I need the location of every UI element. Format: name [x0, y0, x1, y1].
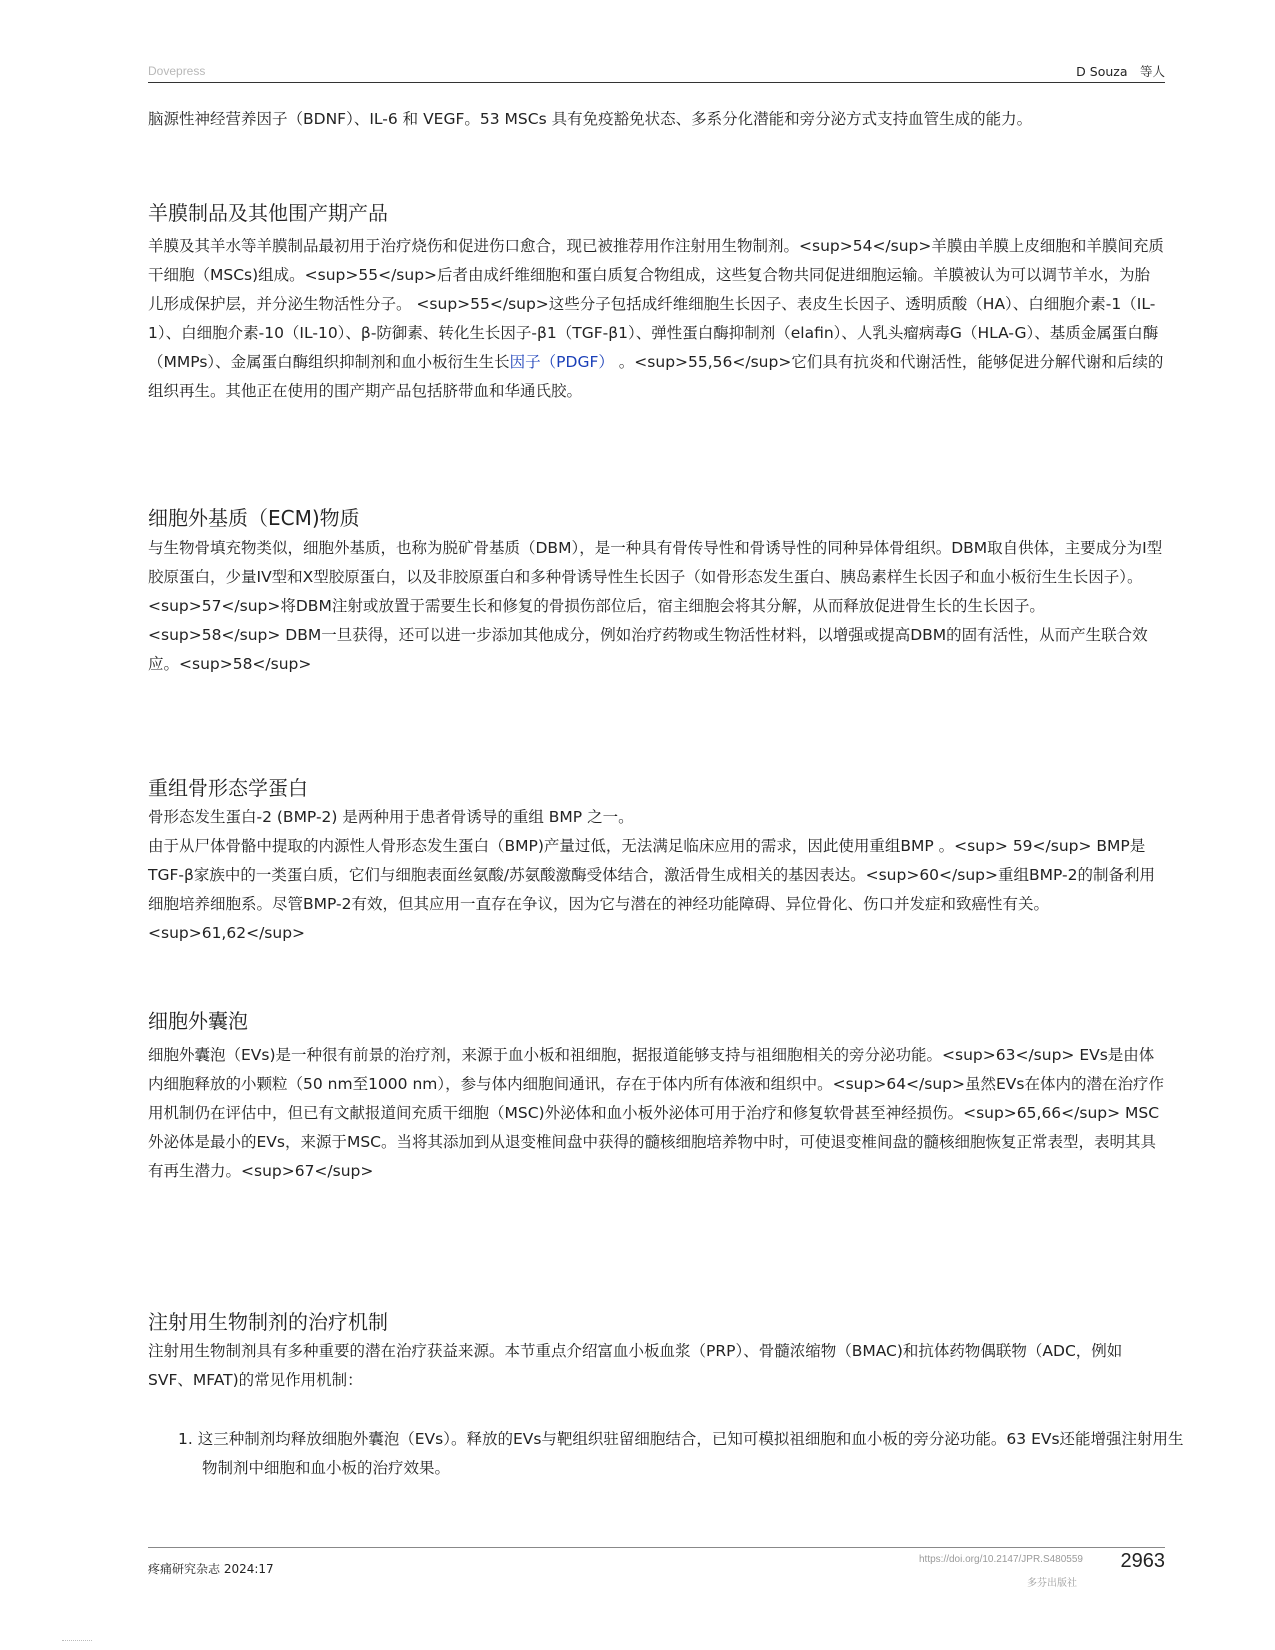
section-heading-mechanism: 注射用生物制剂的治疗机制 — [148, 1310, 388, 1334]
section-body-bmp: 由于从尸体骨骼中提取的内源性人骨形态发生蛋白（BMP)产量过低，无法满足临床应用的需求，因此使用重组BMP 。<sup> 59</sup> BMP是TGF-β家族中的一类蛋白质，它们与细胞表面丝氨酸/苏氨酸激酶受体结合，激活骨生成相关的基因表达。<sup>60</sup>重组BMP-2的制备利用细胞培养细胞系。尽管BMP-2有效，但其应用一直存在争议，因为它与潜在的神经功能障碍、异位骨化、伤口并发症和致癌性有关。<sup>61,62</sup> — [148, 837, 1155, 942]
page-footer — [148, 1547, 1165, 1608]
section-body-amnion — [148, 232, 1165, 406]
journal-name: Dovepress — [148, 64, 206, 78]
section-heading-ecm: 细胞外基质（ECM)物质 — [148, 506, 360, 530]
journal-issue: 疼痛研究杂志 2024:17 — [148, 1562, 274, 1576]
list-item: 1. 这三种制剂均释放细胞外囊泡（EVs）。释放的EVs与靶组织驻留细胞结合，已知可模拟祖细胞和血小板的旁分泌功能。63 EVs还能增强注射用生物制剂中细胞和血小板的治疗效果。 — [178, 1430, 1184, 1477]
publisher-name: 多芬出版社 — [1027, 1578, 1077, 1589]
section-line-bmp2: 骨形态发生蛋白-2 (BMP-2) 是两种用于患者骨诱导的重组 BMP 之一。 — [148, 808, 634, 826]
running-author: D Souza 等人 — [1076, 64, 1165, 79]
corner-mark — [62, 1640, 92, 1641]
section-heading-amnion: 羊膜制品及其他围产期产品 — [148, 201, 388, 225]
section-body-amnion-text: 羊膜及其羊水等羊膜制品最初用于治疗烧伤和促进伤口愈合，现已被推荐用作注射用生物制剂。<sup>54</sup>羊膜由羊膜上皮细胞和羊膜间充质干细胞（MSCs)组成。<sup>55</sup>后者由成纤维细胞和蛋白质复合物组成，这些复合物共同促进细胞运输。羊膜被认为可以调节羊水，为胎儿形成保护层，并分泌生物活性分子。 <sup>55</sup>这些分子包括成纤维细胞生长因子、表皮生长因子、透明质酸（HA）、白细胞介素-1（IL-1）、白细胞介素-10（IL-10）、β-防御素、转化生长因子-β1（TGF-β1）、弹性蛋白酶抑制剂（elafin）、人乳头瘤病毒G（HLA-G）、基质金属蛋白酶（MMPs）、金属蛋白酶组织抑制剂和血小板衍生生长 — [148, 237, 1164, 371]
page-number: 2963 — [1120, 1550, 1165, 1572]
section-body-ev: 细胞外囊泡（EVs)是一种很有前景的治疗剂，来源于血小板和祖细胞，据报道能够支持与祖细胞相关的旁分泌功能。<sup>63</sup> EVs是由体内细胞释放的小颗粒（50 nm至1000 nm），参与体内细胞间通讯，存在于体内所有体液和组织中。<sup>64</sup>虽然EVs在体内的潜在治疗作用机制仍在评估中，但已有文献报道间充质干细胞（MSC)外泌体和血小板外泌体可用于治疗和修复软骨甚至神经损伤。<sup>65,66</sup> MSC外泌体是最小的EVs，来源于MSC。当将其添加到从退变椎间盘中获得的髓核细胞培养物中时，可使退变椎间盘的髓核细胞恢复正常表型，表明其具有再生潜力。<sup>67</sup> — [148, 1046, 1164, 1180]
section-body-ecm: 与生物骨填充物类似，细胞外基质，也称为脱矿骨基质（DBM），是一种具有骨传导性和骨诱导性的同种异体骨组织。DBM取自供体，主要成分为I型胶原蛋白，少量IV型和X型胶原蛋白，以及非胶原蛋白和多种骨诱导性生长因子（如骨形态发生蛋白、胰岛素样生长因子和血小板衍生生长因子）。<sup>57</sup>将DBM注射或放置于需要生长和修复的骨损伤部位后，宿主细胞会将其分解，从而释放促进骨生长的生长因子。<sup>58</sup> DBM一旦获得，还可以进一步添加其他成分，例如治疗药物或生物活性材料，以增强或提高DBM的固有活性，从而产生联合效应。<sup>58</sup> — [148, 539, 1163, 673]
intro-paragraph: 脑源性神经营养因子（BDNF）、IL-6 和 VEGF。53 MSCs 具有免疫豁免状态、多系分化潜能和旁分泌方式支持血管生成的能力。 — [148, 110, 1033, 128]
page-header — [148, 60, 1165, 83]
section-body-mechanism: 注射用生物制剂具有多种重要的潜在治疗获益来源。本节重点介绍富血小板血浆（PRP）、骨髓浓缩物（BMAC)和抗体药物偶联物（ADC，例如SVF、MFAT)的常见作用机制： — [148, 1342, 1123, 1389]
section-heading-bmp: 重组骨形态学蛋白 — [148, 776, 308, 800]
pdgf-link[interactable]: 因子（PDGF） — [509, 353, 614, 371]
section-heading-ev: 细胞外囊泡 — [148, 1009, 248, 1033]
doi-link[interactable]: https://doi.org/10.2147/JPR.S480559 — [918, 1554, 1083, 1565]
section-body-amnion-tail: 。<sup>55,56</sup>它们具有抗炎和代谢活性，能够促进分解代谢和后续的组织再生。其他正在使用的围产期产品包括脐带血和华通氏胶。 — [148, 353, 1164, 400]
